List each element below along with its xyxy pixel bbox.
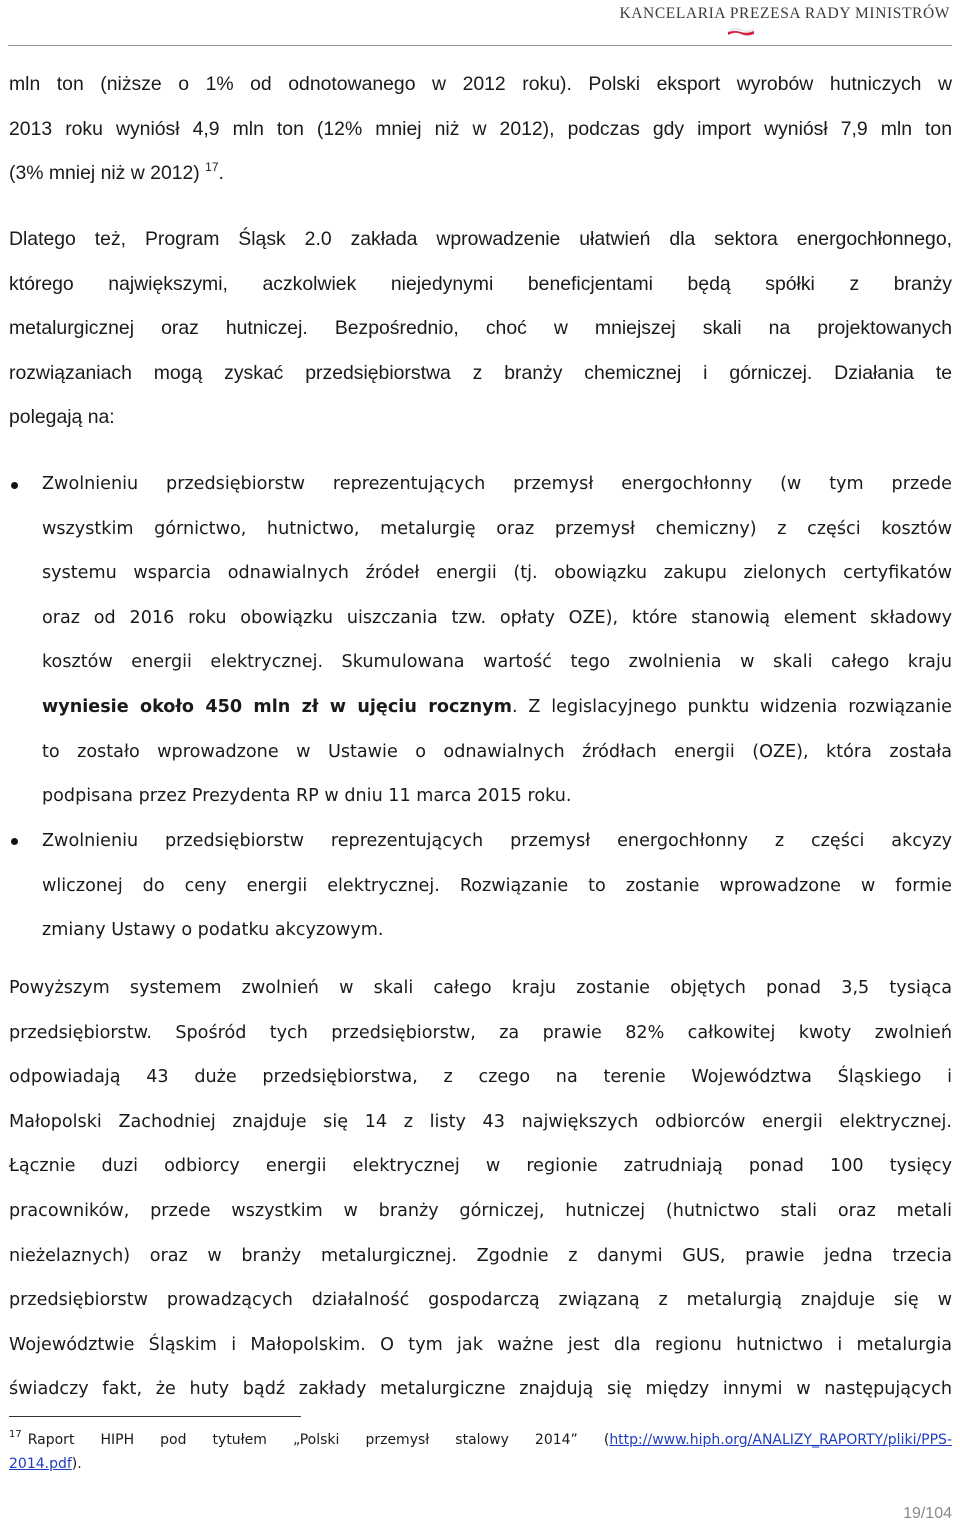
text-line: odpowiadają 43 duże przedsiębiorstwa, z czego na terenie Województwa Śląskiego i: [9, 1067, 952, 1088]
text-line: Małopolski Zachodniej znajduje się 14 z listy 43 największych odbiorców energii elektrycznej.: [9, 1111, 952, 1132]
footnote: [9, 1428, 952, 1476]
text-line: zmiany Ustawy o podatku akcyzowym.: [42, 920, 384, 941]
text-line: przedsiębiorstw. Spośród tych przedsiębiorstw, za prawie 82% całkowitej kwoty zwolnień: [9, 1022, 952, 1043]
text-line: wszystkim górnictwo, hutnictwo, metalurgię oraz przemysł chemiczny) z części kosztów: [42, 518, 952, 539]
page-header: [0, 0, 960, 48]
text-line: nieżelaznych) oraz w branży metalurgicznej. Zgodnie z danymi GUS, prawie jedna trzecia: [9, 1245, 952, 1266]
text-line: pracowników, przede wszystkim w branży górniczej, hutniczej (hutnictwo stali oraz metali: [9, 1200, 952, 1221]
text-line: wliczonej do ceny energii elektrycznej. Rozwiązanie to zostanie wprowadzone w formie: [42, 875, 952, 896]
paragraph-continuation: [9, 62, 952, 196]
text-line: polegają na:: [9, 406, 115, 429]
text-line: to zostało wprowadzone w Ustawie o odnawialnych źródłach energii (OZE), która została: [42, 741, 952, 762]
text-line: Zwolnieniu przedsiębiorstw reprezentujących przemysł energochłonny z części akcyzy: [42, 831, 952, 851]
text-line: mln ton (niższe o 1% od odnotowanego w 2012 roku). Polski eksport wyrobów hutniczych w: [9, 73, 952, 95]
polish-flag-icon: [727, 26, 755, 37]
text-line: wyniesie około 450 mln zł w ujęciu rocznym. Z legislacyjnego punktu widzenia rozwiązanie: [42, 696, 952, 717]
footnote-link[interactable]: 2014.pdf: [9, 1456, 72, 1472]
text-line: podpisana przez Prezydenta RP w dniu 11 marca 2015 roku.: [42, 786, 572, 807]
footnote-number: 17: [9, 1429, 22, 1440]
footnote-divider: [9, 1416, 301, 1417]
bullet-item: [42, 819, 952, 953]
header-divider: [8, 45, 952, 46]
text-line: Zwolnieniu przedsiębiorstw reprezentujących przemysł energochłonny (w tym przede: [42, 474, 952, 494]
text-line: przedsiębiorstw prowadzących działalność gospodarczą związaną z metalurgią znajduje się w: [9, 1290, 952, 1311]
footnote-ref[interactable]: 17: [205, 160, 219, 175]
text-line: kosztów energii elektrycznej. Skumulowana wartość tego zwolnienia w skali całego kraju: [42, 652, 952, 673]
text-line: Powyższym systemem zwolnień w skali całego kraju zostanie objętych ponad 3,5 tysiąca: [9, 978, 952, 998]
bullet-item: [42, 462, 952, 819]
bullet-icon: [11, 838, 18, 845]
text-line: Województwie Śląskim i Małopolskim. O tym jak ważne jest dla regionu hutnictwo i metalurgia: [9, 1334, 952, 1355]
footnote-link[interactable]: http://www.hiph.org/ANALIZY_RAPORTY/pliki/PPS-: [609, 1432, 952, 1448]
page-number: 19/104: [903, 1505, 952, 1522]
header-title: KANCELARIA PREZESA RADY MINISTRÓW: [619, 5, 950, 22]
text-line: rozwiązaniach mogą zyskać przedsiębiorstwa z branży chemicznej i górniczej. Działania te: [9, 361, 952, 384]
paragraph-summary: [9, 966, 952, 1412]
text-line: Łącznie duzi odbiorcy energii elektrycznej w regionie zatrudniają ponad 100 tysięcy: [9, 1156, 952, 1177]
bold-text: wyniesie około 450 mln zł w ujęciu rocznym: [42, 696, 512, 717]
text-line: (3% mniej niż w 2012) $^{17}$.: [9, 160, 224, 185]
bullet-icon: [11, 482, 18, 489]
footnote-line: 2014.pdf).: [9, 1456, 82, 1472]
text-line: metalurgicznej oraz hutniczej. Bezpośrednio, choć w mniejszej skali na projektowanych: [9, 317, 952, 340]
text-line: Dlatego też, Program Śląsk 2.0 zakłada wprowadzenie ułatwień dla sektora energochłonnego,: [9, 228, 952, 250]
footnote-line: $^{17}$ Raport HIPH pod tytułem „Polski przemysł stalowy 2014” (http://www.hiph.org/ANALIZY_RAPORTY/pliki/PPS-: [9, 1429, 952, 1448]
paragraph-program: [9, 217, 952, 440]
text-line: systemu wsparcia odnawialnych źródeł energii (tj. obowiązku zakupu zielonych certyfikatów: [42, 563, 952, 584]
text-line: 2013 roku wyniósł 4,9 mln ton (12% mniej niż w 2012), podczas gdy import wyniósł 7,9 mln ton: [9, 117, 952, 140]
text-line: którego największymi, aczkolwiek niejedynymi beneficjentami będą spółki z branży: [9, 272, 952, 295]
text-line: świadczy fakt, że huty bądź zakłady metalurgiczne znajdują się między innymi w następujących: [9, 1379, 952, 1400]
text-line: oraz od 2016 roku obowiązku uiszczania tzw. opłaty OZE), które stanowią element składowy: [42, 607, 952, 628]
